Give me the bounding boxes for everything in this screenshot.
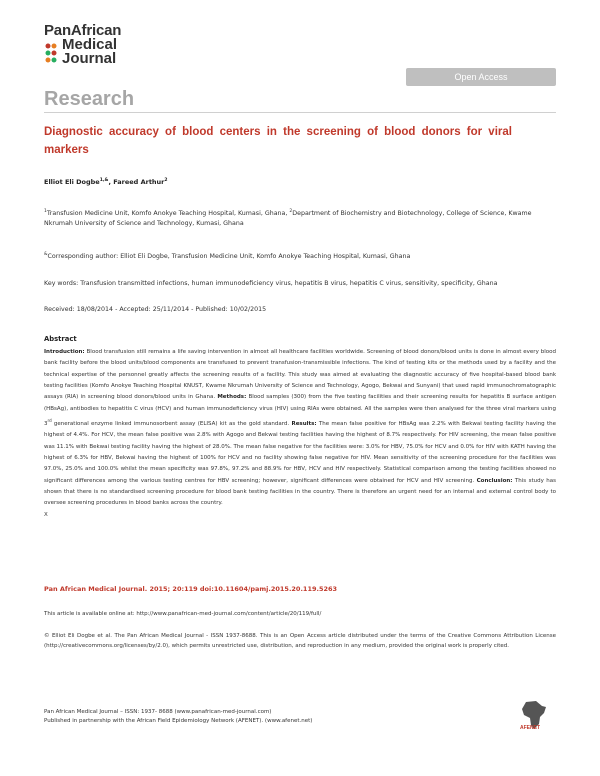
abstract-body — [44, 347, 556, 521]
affil-text: Department of Biochemistry and Biotechnology, College of Science, Kwame Nkrumah University of Science and Technology, Kumasi, Ghana — [44, 210, 532, 228]
author-list — [44, 178, 168, 186]
logo-dots-icon — [44, 42, 60, 72]
author-separator: , — [108, 178, 114, 187]
footer-line-2: Published in partnership with the African Field Epidemiology Network (AFENET). (www.afenet.net) — [44, 718, 313, 724]
author-affil-sup: 1,& — [99, 178, 109, 183]
logo-line-1: PanAfrican — [44, 22, 122, 39]
conclusion-text: This study has shown that there is no standardised screening procedure for blood bank testing facilities in the country. There is therefore an urgent need for an internal and external control body to oversee screening procedures in blood banks across the country. — [44, 477, 556, 507]
afenet-logo-text: AFENET — [520, 725, 540, 731]
conclusion-label: Conclusion: — [476, 477, 513, 484]
affil-sup: 2 — [289, 209, 293, 214]
results-label: Results: — [291, 420, 317, 427]
open-access-badge: Open Access — [406, 68, 556, 86]
author-name: Fareed Arthur — [113, 178, 165, 187]
section-label: Research — [44, 88, 135, 110]
methods-text: Blood samples (300) from the five testing facilities and their screening results for hepatitis B surface antigen (HBsAg), antibodies to hepatitis C virus (HCV) and human immunodeficiency virus (HIV) using RIAs were obtained. All the samples were then analysed for the three viral markers using 3 — [44, 394, 556, 427]
results-text: The mean false positive for HBsAg was 2.2% with Bekwai testing facility having the highest of 4.4%. For HCV, the mean false positive was 2.8% with Agogo and Bekwai testing facilities having the highest of 8.7% respectively. For HIV screening, the mean false positive was 11.1% with Bekwai testing facility having the highest of 28.0%. The mean false negative for the facilities were: 3.0% for HBV, 75.0% for HCV and 0.0% for HIV with KATH having the highest of 6.3% for HBV, Bekwai having the highest of 100% for HCV and no facility showing false negative for HIV. Mean sensitivity of the screening procedure for the facilities was 97.0%, 25.0% and 100.0% whilst the mean specificity was 97.8%, 97.2% and 88.9% for HBV, HCV and HIV respectively. Statistical comparison among the testing facilities showed no significant differences among the various testing centres for HBV screening; however, significant differences were obtained for HCV and HIV screening. — [44, 420, 557, 484]
logo-line-2: Medical — [62, 36, 118, 53]
intro-label: Introduction: — [44, 349, 85, 355]
page-footer — [44, 708, 514, 726]
methods-label: Methods: — [217, 394, 247, 401]
intro-text: Blood transfusion still remains a life saving intervention in almost all healthcare facilities worldwide. Screening of blood donors/blood units is done in almost every blood bank facility before the blood units/blood components are transfused to prevent transfusion-transmissible infections. The kind of testing kits or the methods used by a facility and the technical expertise of the personnel greatly affects the screening results of a facility. This study was aimed at evaluating the diagnostic accuracy of five hospital-based blood bank testing facilities (Komfo Anokye Teaching Hospital KNUST, Kwame Nkrumah University of Science and Technology, Agogo, Bekwai and Sunyani) that used rapid immunochromatographic assays (RIA) in screening blood donors/blood units in Ghana. — [44, 349, 556, 401]
header-divider — [44, 112, 556, 113]
footer-line-1: Pan African Medical Journal – ISSN: 1937- 8688 (www.panafrican-med-journal.com) — [44, 709, 272, 715]
methods-sup: rd — [47, 418, 52, 424]
available-online-link[interactable]: This article is available online at: http://www.panafrican-med-journal.com/content/article/20/119/full/ — [44, 611, 322, 617]
affiliations — [44, 207, 556, 229]
methods-text-2: generational enzyme linked immunosorbent assay (ELISA) kit as the gold standard. — [51, 420, 292, 427]
author-name: Elliot Eli Dogbe — [44, 178, 100, 187]
license-text: © Elliot Eli Dogbe et al. The Pan African Medical Journal - ISSN 1937-8688. This is an Open Access article distributed under the terms of the Creative Commons Attribution License (http://creativecommons.org/licenses/by/2.0), which permits unrestricted use, distribution, and reproduction in any medium, provided the original work is properly cited. — [44, 633, 556, 649]
abstract-heading: Abstract — [44, 335, 77, 343]
author-affil-sup: 2 — [164, 178, 168, 183]
journal-logo — [44, 22, 121, 66]
keywords: Key words: Transfusion transmitted infections, human immunodeficiency virus, hepatitis B virus, hepatitis C virus, sensitivity, specificity, Ghana — [44, 280, 498, 287]
publication-dates: Received: 18/08/2014 - Accepted: 25/11/2014 - Published: 10/02/2015 — [44, 306, 267, 313]
corr-text: Corresponding author: Elliot Eli Dogbe, Transfusion Medicine Unit, Komfo Anokye Teaching Hospital, Kumasi, Ghana — [47, 253, 411, 261]
citation: Pan African Medical Journal. 2015; 20:119 doi:10.11604/pamj.2015.20.119.5263 — [44, 585, 338, 593]
corr-sup: & — [44, 252, 48, 257]
logo-line-3: Journal — [62, 50, 117, 67]
article-title: Diagnostic accuracy of blood centers in the screening of blood donors for viral markers — [44, 126, 512, 156]
affil-text: Transfusion Medicine Unit, Komfo Anokye Teaching Hospital, Kumasi, Ghana, — [46, 210, 290, 218]
abstract-trailing: X — [44, 511, 48, 518]
corresponding-author — [44, 250, 556, 262]
affil-sup: 1 — [44, 209, 47, 214]
